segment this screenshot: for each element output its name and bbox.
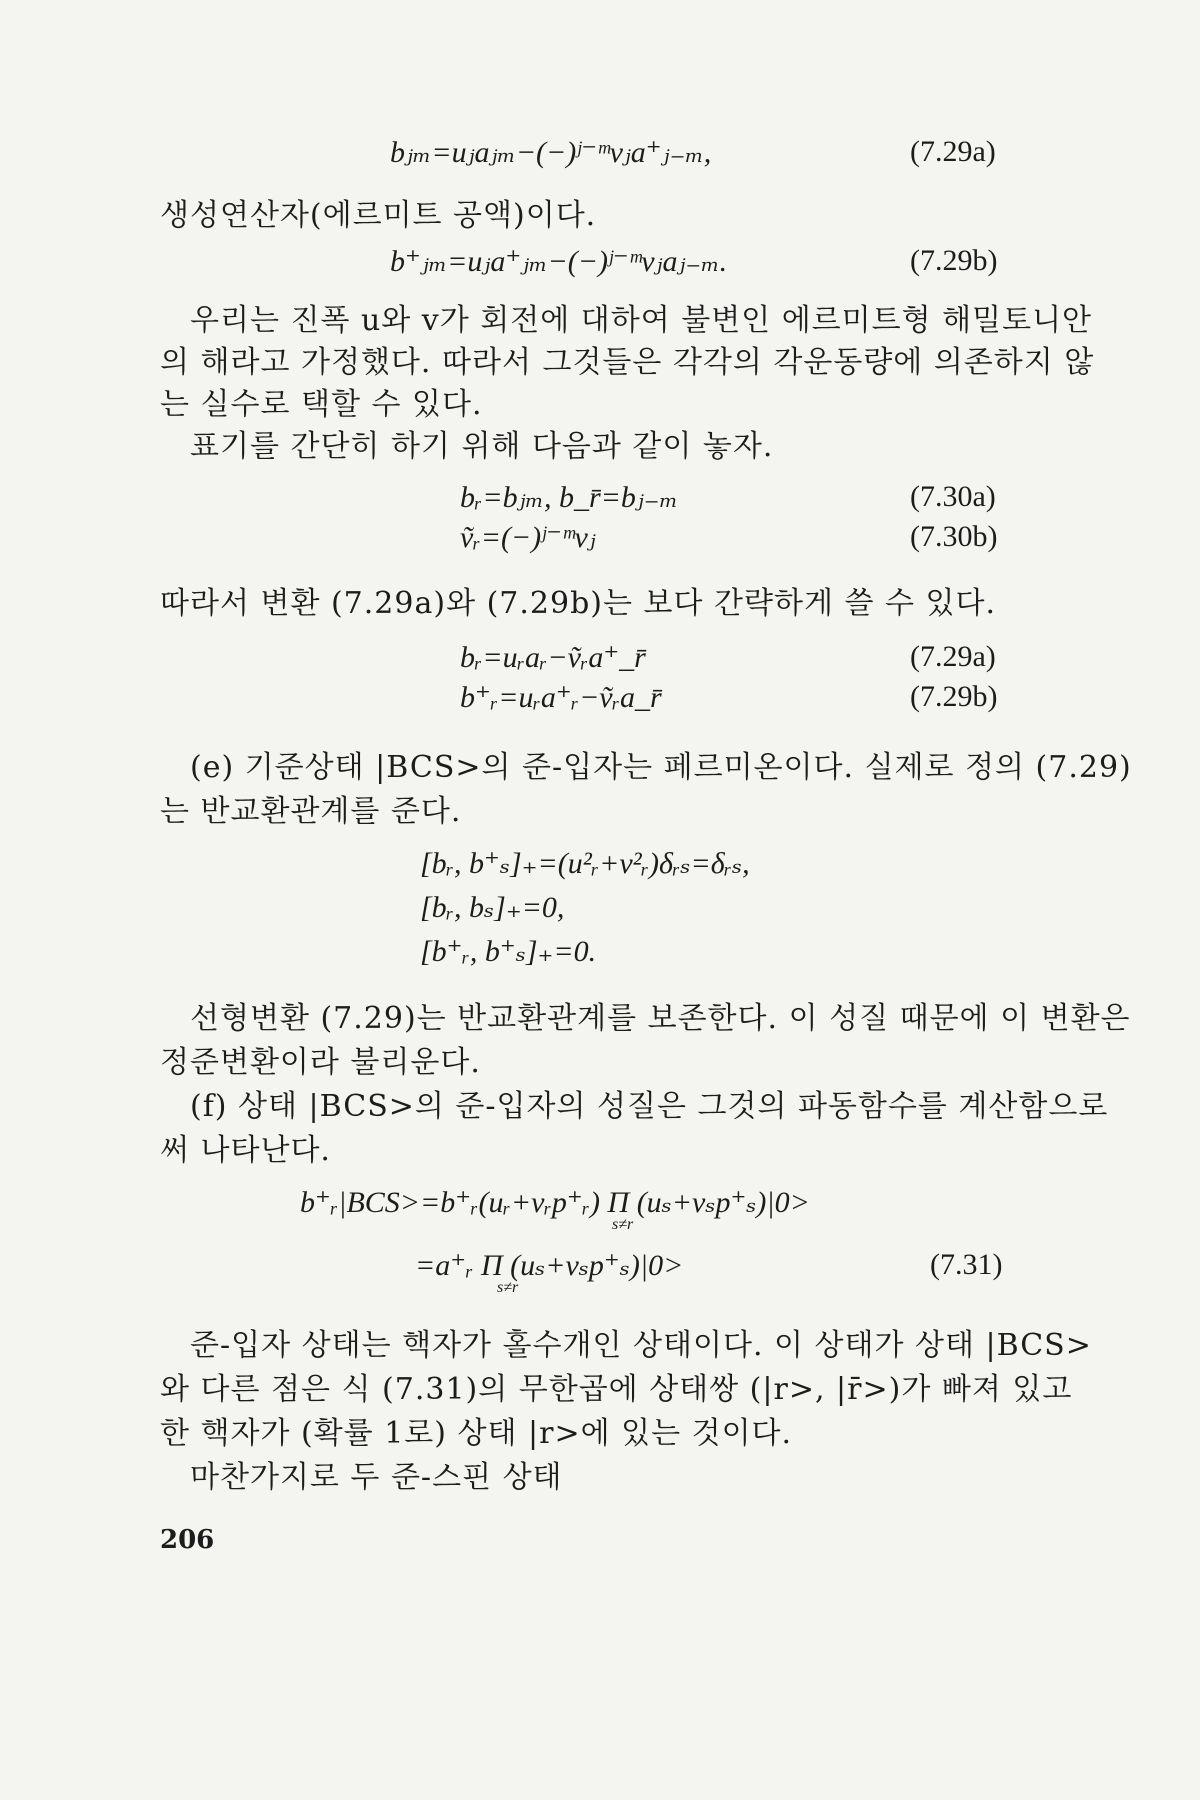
equation-number: (7.29a) (910, 135, 996, 168)
paragraph-line: 의 해라고 가정했다. 따라서 그것들은 각각의 각운동량에 의존하지 않 (160, 345, 1095, 380)
equation-7-29a-short: bᵣ=uᵣaᵣ−ṽᵣa⁺_r̄ (460, 641, 646, 674)
paragraph-line: 준-입자 상태는 핵자가 홀수개인 상태이다. 이 상태가 상태 |BCS> (190, 1328, 1092, 1363)
anticommutator-1: [bᵣ, b⁺ₛ]₊=(u²ᵣ+v²ᵣ)δᵣₛ=δᵣₛ, (420, 847, 750, 880)
equation-number: (7.31) (930, 1248, 1003, 1281)
equation-number: (7.29a) (910, 640, 996, 673)
paragraph-line: 는 반교환관계를 준다. (160, 794, 462, 829)
paragraph-line: 선형변환 (7.29)는 반교환관계를 보존한다. 이 성질 때문에 이 변환은 (190, 1001, 1131, 1036)
paragraph-line: 표기를 간단히 하기 위해 다음과 같이 놓자. (190, 429, 774, 464)
equation-7-29b-short: b⁺ᵣ=uᵣa⁺ᵣ−ṽᵣa_r̄ (460, 681, 662, 714)
equation-7-31-line1: b⁺ᵣ|BCS>=b⁺ᵣ(uᵣ+vᵣp⁺ᵣ) Π (uₛ+vₛp⁺ₛ)|0> (300, 1186, 810, 1219)
paragraph-line: 는 실수로 택할 수 있다. (160, 387, 483, 422)
equation-number: (7.30a) (910, 480, 996, 513)
paragraph-line: 써 나타난다. (160, 1133, 331, 1168)
paragraph-line: 와 다른 점은 식 (7.31)의 무한곱에 상태쌍 (|r>, |r̄>)가 빠져 있고 (160, 1372, 1073, 1407)
page-number: 206 (160, 1525, 215, 1555)
equation-number: (7.30b) (910, 520, 998, 553)
equation-7-30a: bᵣ=bⱼₘ, b_r̄=bⱼ₋ₘ (460, 481, 679, 514)
paragraph-line: (e) 기준상태 |BCS>의 준-입자는 페르미온이다. 실제로 정의 (7.29) (190, 750, 1132, 785)
anticommutator-2: [bᵣ, bₛ]₊=0, (420, 891, 565, 924)
product-subscript: s≠r (612, 1216, 634, 1233)
paragraph-line: 마찬가지로 두 준-스핀 상태 (190, 1460, 563, 1495)
paragraph-line: 정준변환이라 불리운다. (160, 1045, 481, 1080)
paragraph-line: 우리는 진폭 u와 v가 회전에 대하여 불변인 에르미트형 해밀토니안 (190, 303, 1093, 338)
paragraph-line: 한 핵자가 (확률 1로) 상태 |r>에 있는 것이다. (160, 1416, 793, 1451)
paragraph-line: 생성연산자(에르미트 공액)이다. (160, 198, 597, 233)
equation-7-29b-top: b⁺ⱼₘ=uⱼa⁺ⱼₘ−(−)ʲ⁻ᵐvⱼaⱼ₋ₘ. (390, 245, 728, 278)
product-subscript: s≠r (497, 1279, 519, 1296)
equation-7-29a-top: bⱼₘ=uⱼaⱼₘ−(−)ʲ⁻ᵐvⱼa⁺ⱼ₋ₘ, (390, 136, 712, 169)
equation-7-31-line2: =a⁺ᵣ Π (uₛ+vₛp⁺ₛ)|0> (415, 1249, 684, 1282)
paragraph-line: (f) 상태 |BCS>의 준-입자의 성질은 그것의 파동함수를 계산함으로 (190, 1089, 1109, 1124)
equation-7-30b: ṽᵣ=(−)ʲ⁻ᵐvⱼ (460, 521, 596, 554)
equation-number: (7.29b) (910, 680, 998, 713)
anticommutator-3: [b⁺ᵣ, b⁺ₛ]₊=0. (420, 935, 597, 968)
equation-number: (7.29b) (910, 244, 998, 277)
paragraph-line: 따라서 변환 (7.29a)와 (7.29b)는 보다 간략하게 쓸 수 있다. (160, 586, 996, 621)
